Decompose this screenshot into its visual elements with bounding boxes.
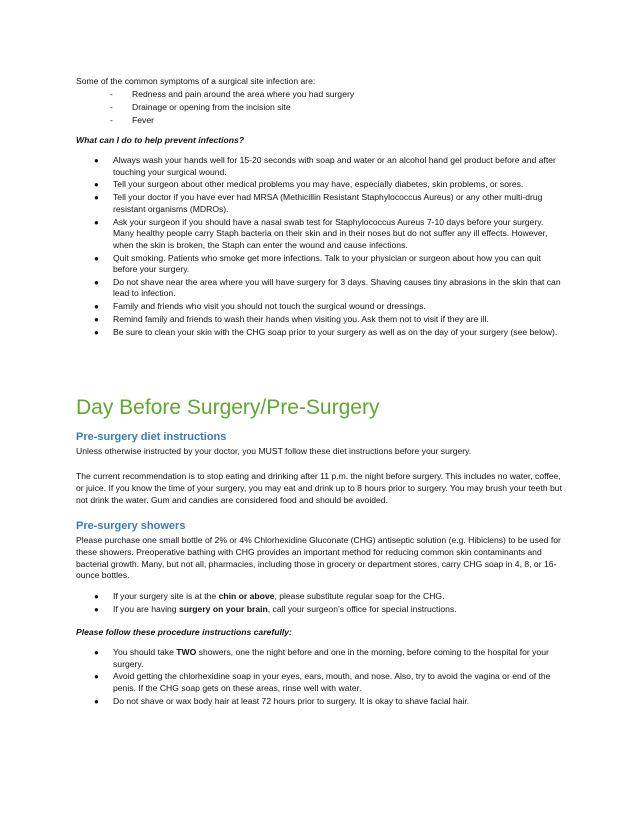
list-item: ● Family and friends who visit you should not touch the surgical wound or dressings. [94,301,426,312]
bullet-icon: ● [94,604,99,614]
bullet-icon: ● [94,672,99,682]
dash-bullet: - [110,89,113,99]
dash-bullet: - [110,114,113,125]
diet-paragraph-2: The current recommendation is to stop eating and drinking after 11 p.m. the night before surgery. This includes no water, coffee, or juice. If you know the time of your surgery, you may eat and drink up to 8 hours prior to surgery. You may brush your teeth but not drink the water. Gum and candies are considered food and should be avoided. [76,471,562,505]
list-item: ● Be sure to clean your skin with the CHG soap prior to your surgery as well as on the day of your surgery (see below). [94,326,558,337]
list-item: ● Ask your surgeon if you should have a nasal swab test for Staphylococcus Aureus 7-10 days before your surgery. Many healthy people carry Staph bacteria on their skin and in their noses but do not suffer any ill effects. However, when the skin is broken, the Staph can enter the wound and cause infections. [94,216,548,250]
list-item: ● Tell your surgeon about other medical problems you may have, especially diabetes, skin problems, or sores. [94,179,524,190]
prevent-heading: What can I do to help prevent infections? [76,135,245,145]
bullet-icon: ● [94,180,99,190]
list-item: ● Tell your doctor if you have ever had MRSA (Methicillin Resistant Staphylococcus Aureus) or any other multi-drug resistant organisms (MDROs). [94,192,543,214]
bullet-icon: ● [94,327,99,337]
list-item: ● Always wash your hands well for 15-20 seconds with soap and water or an alcohol hand gel product before and after touching your surgical wound. [94,155,556,177]
list-item: ● Remind family and friends to wash their hands when visiting you. Ask them not to visit if they are ill. [94,314,489,325]
procedure-list [92,647,562,709]
bullet-icon: ● [94,302,99,312]
list-item: ● Avoid getting the chlorhexidine soap in your eyes, ears, mouth, and nose. Also, try to avoid the vagina or end of the penis. If the CHG soap gets on these areas, rinse well with water. [94,671,551,693]
bullet-icon: ● [94,648,99,657]
symptoms-list [110,88,530,126]
list-item: - Drainage or opening from the incision site [110,101,291,112]
list-item: - Redness and pain around the area where you had surgery [110,89,355,99]
bullet-icon: ● [94,315,99,325]
showers-paragraph: Please purchase one small bottle of 2% or 4% Chlorhexidine Gluconate (CHG) antiseptic solution (e.g. Hibiclens) to be used for these showers. Preoperative bathing with CHG provides an important method for reducing common skin contaminants and bacterial growth. Many, but not all, pharmacies, including those in grocery or department stores, carry CHG soap in 4, 8, or 16-ounce bottles. [76,535,561,581]
section-title: Day Before Surgery/Pre-Surgery [76,396,380,419]
bullet-icon: ● [94,277,99,287]
bullet-icon: ● [94,253,99,263]
list-item: - Fever [110,114,154,125]
prevent-list [92,155,562,340]
diet-heading: Pre-surgery diet instructions [76,431,227,443]
diet-paragraph-1: Unless otherwise instructed by your doctor, you MUST follow these diet instructions before your surgery. [76,446,472,456]
list-item: ● Quit smoking. Patients who smoke get more infections. Talk to your physician or surgeon about how you can quit before your surgery. [94,252,541,275]
showers-list [92,591,562,617]
symptoms-intro: Some of the common symptoms of a surgical site infection are: [76,76,316,86]
bullet-icon: ● [94,193,99,203]
list-item: ● Do not shave or wax body hair at least 72 hours prior to surgery. It is okay to shave facial hair. [94,695,470,706]
list-item: ● You should take TWO showers, one the night before and one in the morning, before coming to the hospital for your surgery. [94,647,549,669]
dash-bullet: - [110,101,113,112]
bullet-icon: ● [94,156,99,165]
list-item: ● If your surgery site is at the chin or above, please substitute regular soap for the CHG. [94,591,445,601]
list-item: ● If you are having surgery on your brain, call your surgeon’s office for special instructions. [94,603,457,614]
bullet-icon: ● [94,696,99,706]
bullet-icon: ● [94,592,99,601]
showers-heading: Pre-surgery showers [76,520,186,532]
bullet-icon: ● [94,217,99,227]
list-item: ● Do not shave near the area where you will have surgery for 3 days. Shaving causes tiny abrasions in the skin that can lead to infection. [94,276,561,299]
procedure-heading: Please follow these procedure instructions carefully: [76,627,292,637]
